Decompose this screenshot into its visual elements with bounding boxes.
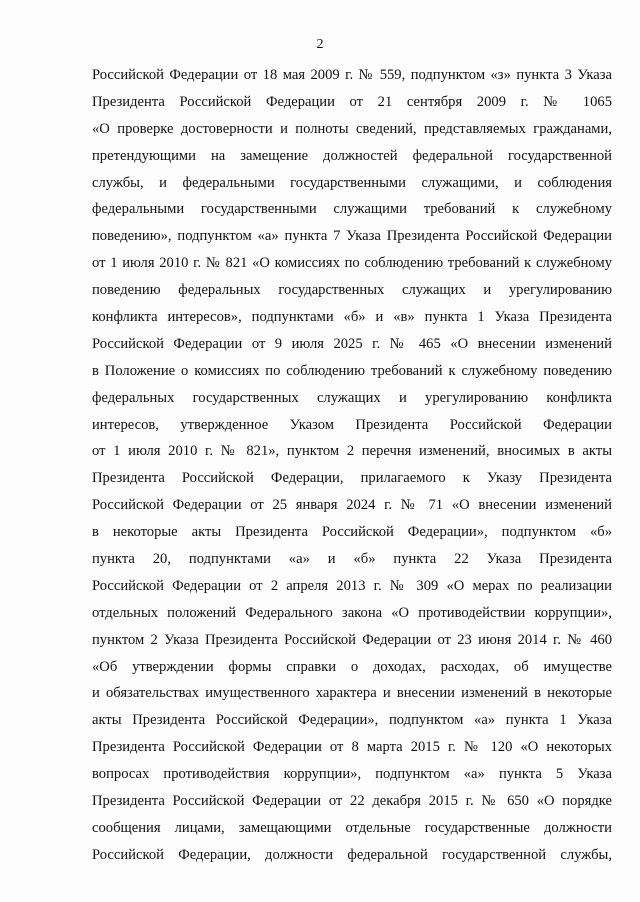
text-line: федеральными государственными служащими требований к служебному xyxy=(92,201,612,218)
text-line: в некоторые акты Президента Российской Федерации», подпунктом «б» xyxy=(92,524,612,541)
text-line: от 1 июля 2010 г. № 821 «О комиссиях по соблюдению требований к служебному xyxy=(92,255,612,272)
page-number: 2 xyxy=(316,37,324,52)
text-line: пунктом 2 Указа Президента Российской Федерации от 23 июня 2014 г. № 460 xyxy=(92,631,612,648)
text-line: Российской Федерации от 2 апреля 2013 г. № 309 «О мерах по реализации xyxy=(92,577,612,594)
text-line: поведению федеральных государственных служащих и урегулированию xyxy=(92,282,612,299)
text-line: «Об утверждении формы справки о доходах, расходах, об имуществе xyxy=(92,658,612,675)
text-line: Президента Российской Федерации, прилагаемого к Указу Президента xyxy=(92,470,612,487)
text-line: интересов, утвержденное Указом Президента Российской Федерации xyxy=(92,416,612,433)
text-line: «О проверке достоверности и полноты сведений, представляемых гражданами, xyxy=(92,120,612,137)
text-line: Российской Федерации от 25 января 2024 г. № 71 «О внесении изменений xyxy=(92,497,612,514)
text-line: конфликта интересов», подпунктами «б» и «в» пункта 1 Указа Президента xyxy=(92,309,612,326)
text-line: от 1 июля 2010 г. № 821», пунктом 2 перечня изменений, вносимых в акты xyxy=(92,443,612,460)
text-line: Российской Федерации от 9 июля 2025 г. № 465 «О внесении изменений xyxy=(92,335,612,352)
document-body xyxy=(92,62,612,869)
text-line: сообщения лицами, замещающими отдельные государственные должности xyxy=(92,819,612,836)
text-line: пункта 20, подпунктами «а» и «б» пункта 22 Указа Президента xyxy=(92,551,612,568)
text-line: Российской Федерации, должности федеральной государственной службы, xyxy=(92,846,612,863)
text-line: Президента Российской Федерации от 22 декабря 2015 г. № 650 «О порядке xyxy=(92,793,612,810)
text-line: федеральных государственных служащих и урегулированию конфликта xyxy=(92,389,612,406)
text-line: службы, и федеральными государственными служащими, и соблюдения xyxy=(92,174,612,191)
text-line: отдельных положений Федерального закона «О противодействии коррупции», xyxy=(92,604,612,621)
text-line: Российской Федерации от 18 мая 2009 г. № 559, подпунктом «з» пункта 3 Указа xyxy=(92,67,612,83)
text-line: поведению», подпунктом «а» пункта 7 Указа Президента Российской Федерации xyxy=(92,228,612,245)
text-line: в Положение о комиссиях по соблюдению требований к служебному поведению xyxy=(92,362,612,379)
text-line: Президента Российской Федерации от 8 марта 2015 г. № 120 «О некоторых xyxy=(92,739,612,756)
text-line: вопросах противодействия коррупции», подпунктом «а» пункта 5 Указа xyxy=(92,766,612,783)
text-line: и обязательствах имущественного характера и внесении изменений в некоторые xyxy=(92,685,612,702)
text-line: Президента Российской Федерации от 21 сентября 2009 г. № 1065 xyxy=(92,93,612,110)
text-line: акты Президента Российской Федерации», подпунктом «а» пункта 1 Указа xyxy=(92,712,612,729)
text-line: претендующими на замещение должностей федеральной государственной xyxy=(92,147,612,164)
